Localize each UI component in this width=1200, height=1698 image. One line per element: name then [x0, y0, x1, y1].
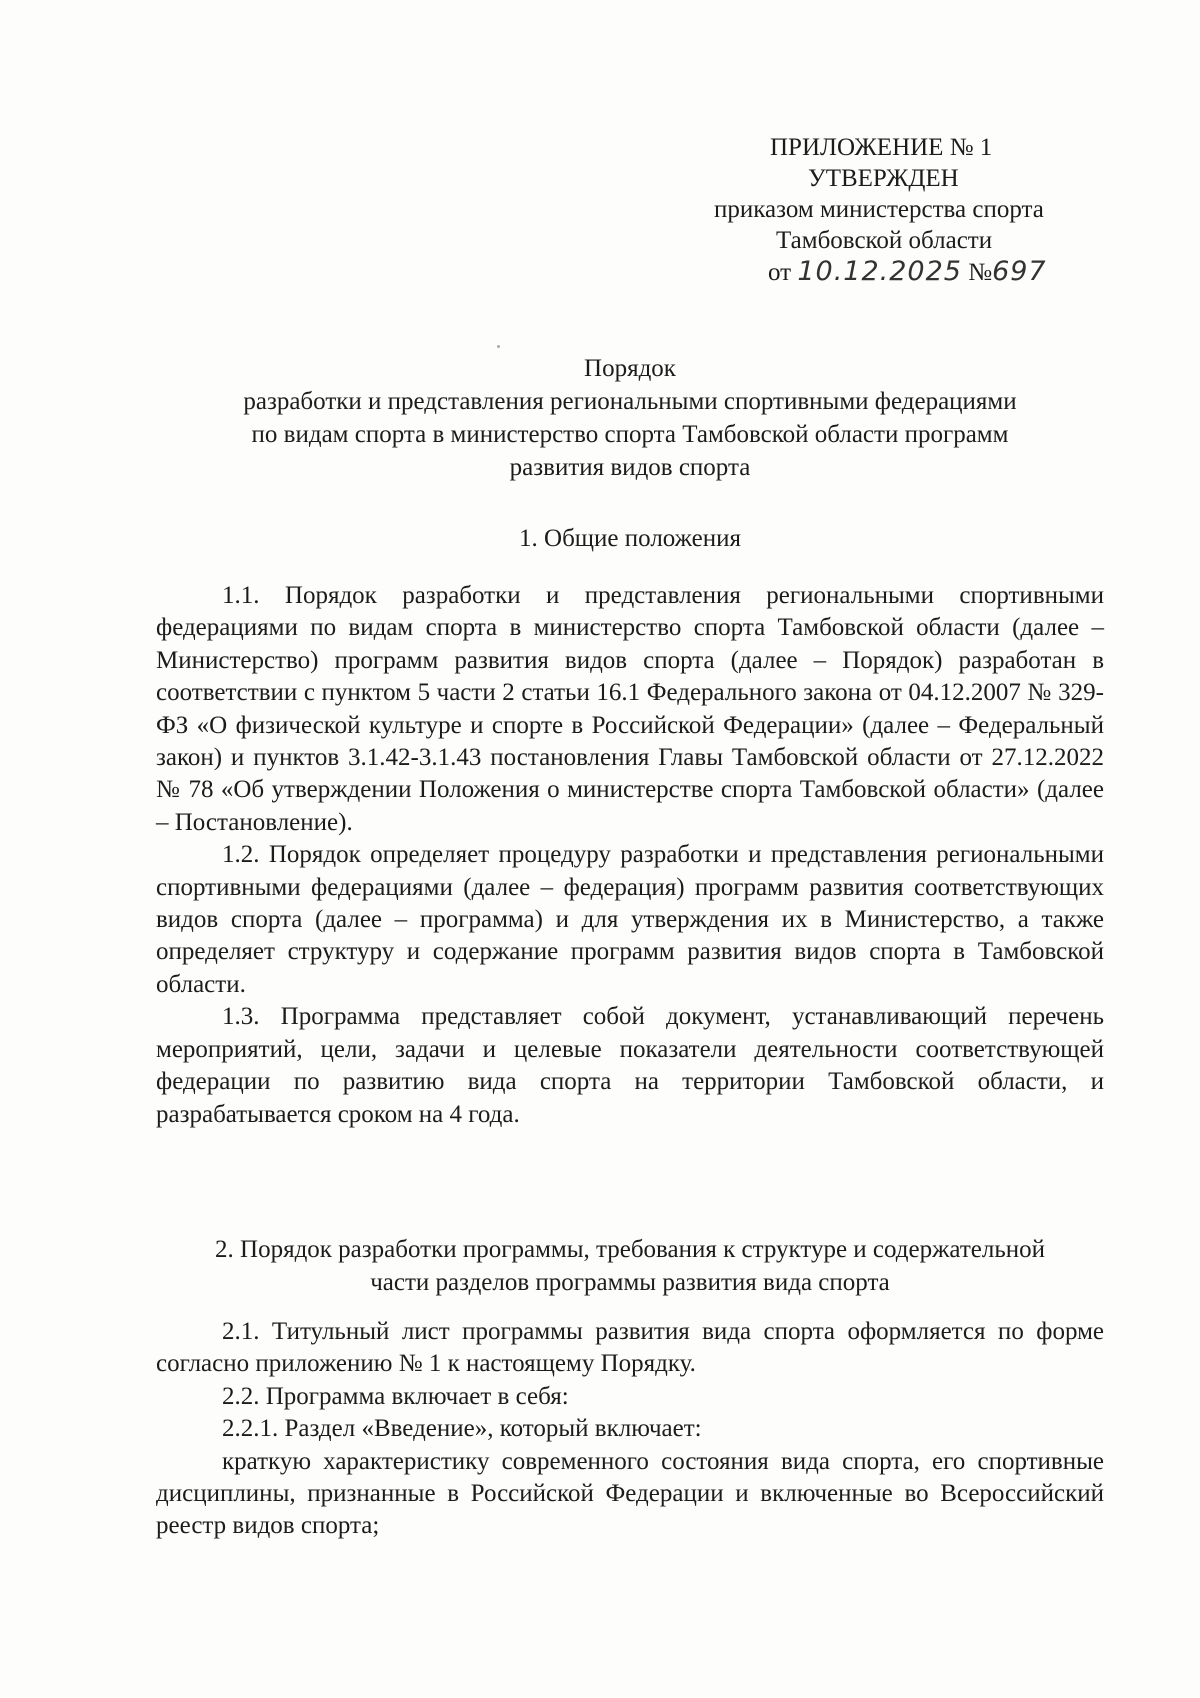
section-1-body: [156, 580, 1104, 1131]
paragraph-1-1: 1.1. Порядок разработки и представления региональными спортивными федерациями по видам спорта в министерство спорта Тамбовской области (далее – Министерство) программ развития видов спорта (далее – Порядок) разработан в соответствии с пунктом 5 части 2 статьи 16.1 Федерального закона от 04.12.2007 № 329-ФЗ «О физической культуре и спорте в Российской Федерации» (далее – Федеральный закон) и пунктов 3.1.42-3.1.43 постановления Главы Тамбовской области от 27.12.2022 № 78 «Об утверждении Положения о министерстве спорта Тамбовской области» (далее – Постановление).: [156, 582, 1104, 836]
section-2-heading-line-2: части разделов программы развития вида спорта: [370, 1269, 890, 1296]
appendix-label: ПРИЛОЖЕНИЕ № 1: [770, 134, 993, 161]
approved-label: УТВЕРЖДЕН: [808, 165, 959, 192]
section-2-heading: [150, 1233, 1110, 1299]
approval-block: [690, 132, 1110, 288]
section-1-heading: 1. Общие положения: [519, 525, 741, 552]
region-label: Тамбовской области: [776, 227, 993, 254]
date-prefix: от: [768, 259, 792, 286]
document-title: [150, 352, 1110, 484]
paragraph-2-2: 2.2. Программа включает в себя:: [222, 1382, 569, 1410]
paragraph-1-2: 1.2. Порядок определяет процедуру разработки и представления региональными спортивными федерациями (далее – федерация) программ развития соответствующих видов спорта (далее – программа) и для утверждения их в Министерство, а также определяет структуру и содержание программ развития видов спорта в Тамбовской области.: [156, 841, 1104, 998]
paragraph-intro-description: краткую характеристику современного состояния вида спорта, его спортивные дисциплины, признанные в Российской Федерации и включенные во Всероссийский реестр видов спорта;: [156, 1447, 1104, 1540]
scan-speck: [497, 345, 500, 348]
order-label: приказом министерства спорта: [714, 196, 1044, 223]
paragraph-2-1: 2.1. Титульный лист программы развития вида спорта оформляется по форме согласно приложению № 1 к настоящему Порядку.: [156, 1318, 1104, 1378]
handwritten-date: 10.12.2025: [797, 256, 962, 287]
title-line-3: по видам спорта в министерство спорта Тамбовской области программ: [251, 421, 1009, 448]
date-number-line: [690, 256, 1110, 288]
section-2-heading-line-1: 2. Порядок разработки программы, требования к структуре и содержательной: [215, 1236, 1045, 1263]
paragraph-2-2-1: 2.2.1. Раздел «Введение», который включает:: [222, 1415, 702, 1443]
section-2-body: [156, 1316, 1104, 1543]
number-prefix: №: [968, 259, 993, 286]
title-line-4: развития видов спорта: [509, 454, 751, 481]
title-line-1: Порядок: [584, 355, 676, 382]
paragraph-1-3: 1.3. Программа представляет собой документ, устанавливающий перечень мероприятий, цели, задачи и целевые показатели деятельности соответствующей федерации по развитию вида спорта на территории Тамбовской области, и разрабатывается сроком на 4 года.: [156, 1003, 1104, 1128]
handwritten-number: 697: [992, 256, 1047, 287]
title-line-2: разработки и представления региональными спортивными федерациями: [243, 388, 1017, 415]
